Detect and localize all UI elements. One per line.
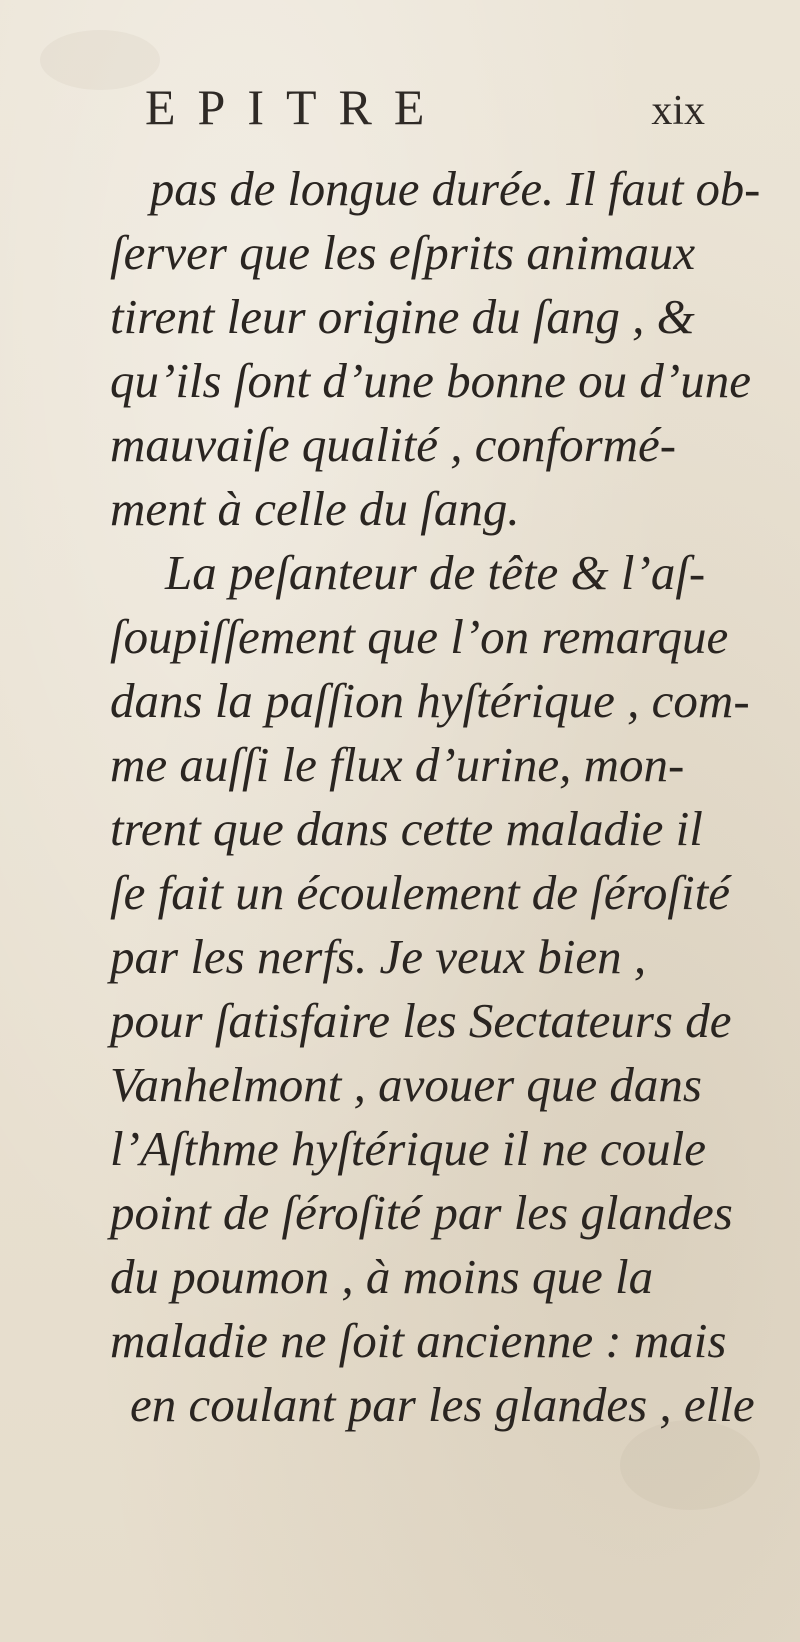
text-line: point de ſéroſité par les glandes bbox=[110, 1185, 733, 1240]
text-line: La peſanteur de tête & l’aſ- bbox=[165, 545, 706, 600]
text-line: Vanhelmont , avouer que dans bbox=[110, 1057, 702, 1112]
text-line: en coulant par les glandes , elle bbox=[130, 1377, 755, 1432]
text-line: qu’ils ſont d’une bonne ou d’une bbox=[110, 353, 751, 408]
text-line: pour ſatisfaire les Sectateurs de bbox=[110, 993, 732, 1048]
text-line: ment à celle du ſang. bbox=[110, 481, 520, 536]
text-line: maladie ne ſoit ancienne : mais bbox=[110, 1313, 727, 1368]
text-line: l’Aſthme hyſtérique il ne coule bbox=[110, 1121, 706, 1176]
text-line: trent que dans cette maladie il bbox=[110, 801, 703, 856]
text-line: ſerver que les eſprits animaux bbox=[110, 225, 696, 280]
running-title: EPITRE bbox=[145, 79, 447, 135]
text-line: me auſſi le flux d’urine, mon- bbox=[110, 737, 685, 792]
text-line: pas de longue durée. Il faut ob- bbox=[150, 161, 761, 216]
text-line: mauvaiſe qualité , conformé- bbox=[110, 417, 677, 472]
text-line: ſoupiſſement que l’on remarque bbox=[110, 609, 729, 664]
page-number: xix bbox=[651, 88, 705, 134]
text-line: tirent leur origine du ſang , & bbox=[110, 289, 695, 344]
text-line: ſe fait un écoulement de ſéroſité bbox=[110, 865, 731, 920]
text-line: par les nerfs. Je veux bien , bbox=[110, 929, 647, 984]
text-line: du poumon , à moins que la bbox=[110, 1249, 654, 1304]
text-line: dans la paſſion hyſtérique , com- bbox=[110, 673, 750, 728]
